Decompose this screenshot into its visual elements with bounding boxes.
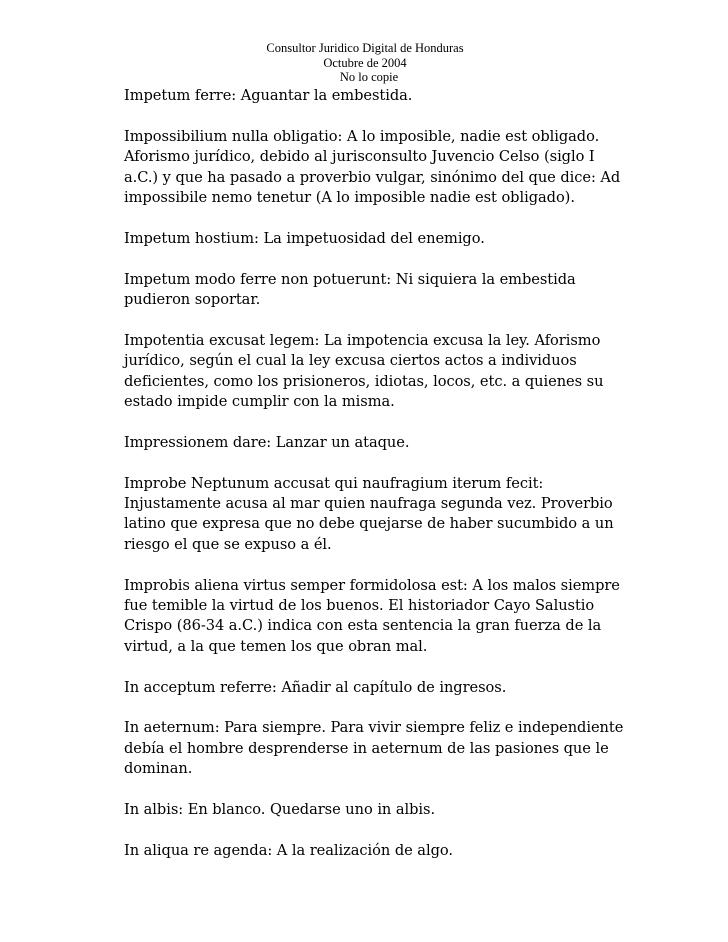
dictionary-entry bbox=[124, 841, 604, 861]
dictionary-entry bbox=[124, 229, 604, 249]
dictionary-entry bbox=[124, 718, 624, 779]
header-title: Consultor Juridico Digital de Honduras bbox=[266, 41, 464, 55]
entry-line: Impotentia excusat legem: La impotencia excusa la ley. Aforismo bbox=[124, 331, 601, 349]
entry-line: virtud, a la que temen los que obran mal. bbox=[124, 637, 428, 655]
entry-line: Injustamente acusa al mar quien naufraga segunda vez. Proverbio bbox=[124, 495, 613, 513]
dictionary-entry bbox=[124, 433, 604, 453]
entry-line: In aeternum: Para siempre. Para vivir siempre feliz e independiente bbox=[124, 719, 624, 737]
entry-line: In aliqua re agenda: A la realización de algo. bbox=[124, 841, 453, 859]
entry-line: Impetum hostium: La impetuosidad del enemigo. bbox=[124, 229, 485, 247]
entry-line: Improbis aliena virtus semper formidolosa est: A los malos siempre bbox=[124, 576, 620, 594]
entry-line: pudieron soportar. bbox=[124, 291, 261, 309]
dictionary-entry bbox=[124, 86, 604, 106]
page-header bbox=[0, 41, 728, 85]
entry-line: Improbe Neptunum accusat qui naufragium iterum fecit: bbox=[124, 474, 544, 492]
entry-line: a.C.) y que ha pasado a proverbio vulgar, sinónimo del que dice: Ad bbox=[124, 168, 621, 186]
header-notice: No lo copie bbox=[339, 70, 399, 84]
dictionary-entry bbox=[124, 678, 604, 698]
entry-line: In albis: En blanco. Quedarse uno in albis. bbox=[124, 801, 436, 819]
entry-line: deficientes, como los prisioneros, idiotas, locos, etc. a quienes su bbox=[124, 372, 604, 390]
dictionary-entry bbox=[124, 331, 604, 413]
entry-line: dominan. bbox=[124, 760, 193, 778]
entry-line: debía el hombre desprenderse in aeternum de las pasiones que le bbox=[124, 739, 609, 757]
dictionary-entry bbox=[124, 270, 604, 311]
entry-line: Impetum ferre: Aguantar la embestida. bbox=[124, 87, 413, 104]
dictionary-entry bbox=[124, 576, 620, 658]
entry-line: Crispo (86-34 a.C.) indica con esta sentencia la gran fuerza de la bbox=[124, 617, 602, 635]
entry-line: Impetum modo ferre non potuerunt: Ni siquiera la embestida bbox=[124, 270, 576, 288]
header-date: Octubre de 2004 bbox=[323, 55, 407, 70]
entry-line: In acceptum referre: Añadir al capítulo de ingresos. bbox=[124, 678, 507, 696]
dictionary-entry bbox=[124, 800, 604, 820]
entry-line: riesgo el que se expuso a él. bbox=[124, 535, 332, 553]
entry-line: estado impide cumplir con la misma. bbox=[124, 393, 395, 411]
entry-line: impossibile nemo tenetur (A lo imposible nadie est obligado). bbox=[124, 189, 575, 207]
entry-line: fue temible la virtud de los buenos. El historiador Cayo Salustio bbox=[124, 597, 595, 615]
dictionary-entry bbox=[124, 127, 621, 209]
entry-line: Impressionem dare: Lanzar un ataque. bbox=[124, 433, 410, 451]
entry-line: Impossibilium nulla obligatio: A lo imposible, nadie est obligado. bbox=[124, 127, 600, 145]
dictionary-entry bbox=[124, 474, 614, 556]
document-body bbox=[124, 86, 624, 882]
entry-line: jurídico, según el cual la ley excusa ciertos actos a individuos bbox=[124, 352, 577, 370]
entry-line: latino que expresa que no debe quejarse de haber sucumbido a un bbox=[124, 515, 614, 533]
entry-line: Aforismo jurídico, debido al jurisconsulto Juvencio Celso (siglo I bbox=[124, 148, 595, 166]
